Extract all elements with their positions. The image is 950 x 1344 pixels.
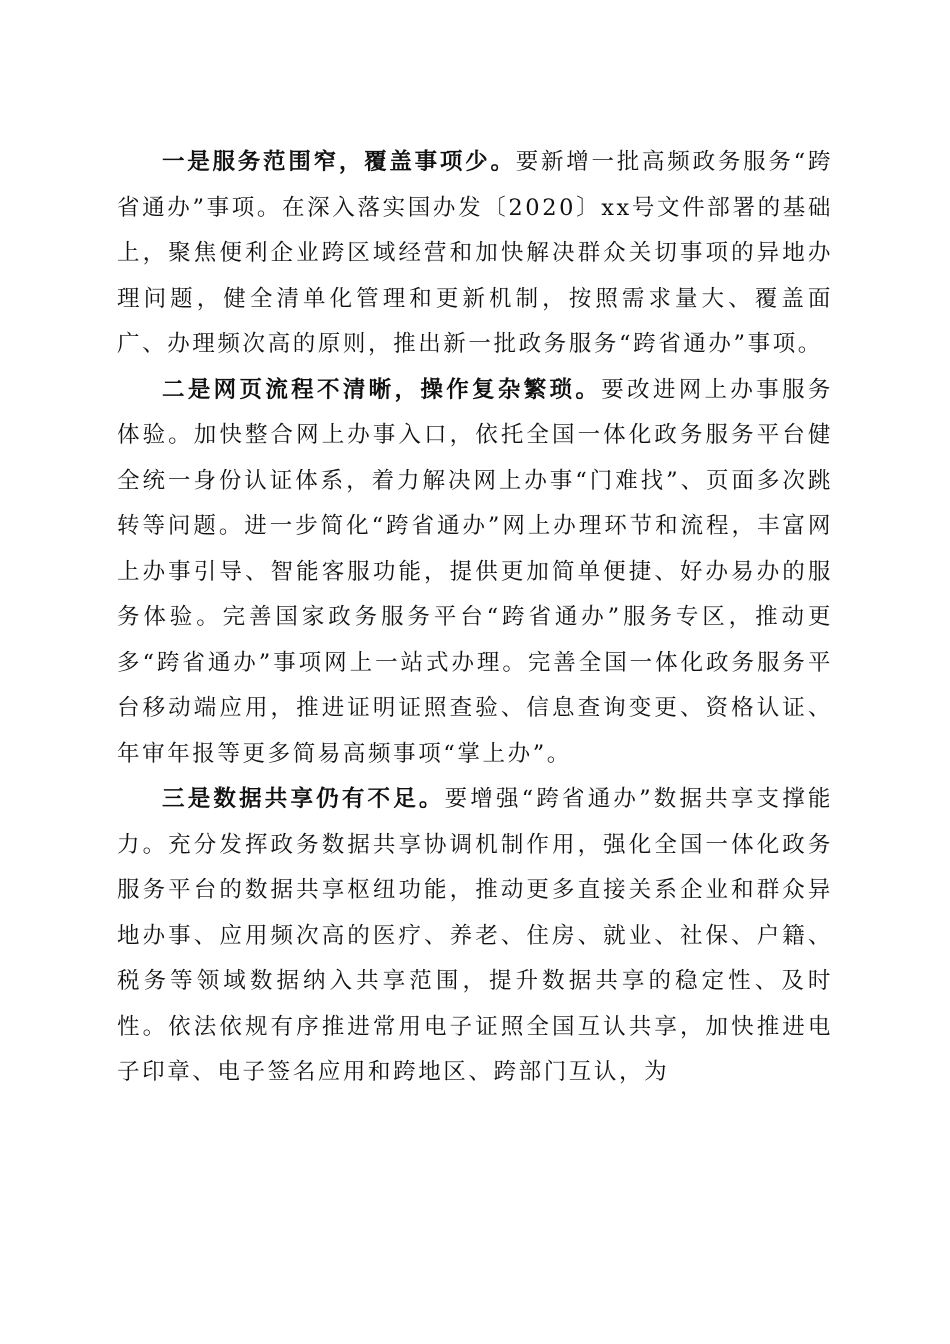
- paragraph-3: [117, 777, 833, 1096]
- paragraph-1: [117, 140, 833, 368]
- paragraph-1-lead: 一是服务范围窄，覆盖事项少。: [162, 149, 516, 175]
- paragraph-1-body: 要新增一批高频政务服务“跨省通办”事项。在深入落实国办发〔2020〕xx号文件部署的基础上，聚焦便利企业跨区域经营和加快解决群众关切事项的异地办理问题，健全清单化管理和更新机制，按照需求量大、覆盖面广、办理频次高的原则，推出新一批政务服务“跨省通办”事项。: [117, 149, 833, 357]
- paragraph-2-body: 要改进网上办事服务体验。加快整合网上办事入口，依托全国一体化政务服务平台健全统一身份认证体系，着力解决网上办事“门难找”、页面多次跳转等问题。进一步简化“跨省通办”网上办理环节和流程，丰富网上办事引导、智能客服功能，提供更加简单便捷、好办易办的服务体验。完善国家政务服务平台“跨省通办”服务专区，推动更多“跨省通办”事项网上一站式办理。完善全国一体化政务服务平台移动端应用，推进证明证照查验、信息查询变更、资格认证、年审年报等更多简易高频事项“掌上办”。: [117, 376, 834, 767]
- paragraph-3-lead: 三是数据共享仍有不足。: [162, 786, 445, 812]
- document-body: [117, 140, 833, 1096]
- paragraph-3-body: 要增强“跨省通办”数据共享支撑能力。充分发挥政务数据共享协调机制作用，强化全国一体化政务服务平台的数据共享枢纽功能，推动更多直接关系企业和群众异地办事、应用频次高的医疗、养老、住房、就业、社保、户籍、税务等领域数据纳入共享范围，提升数据共享的稳定性、及时性。依法依规有序推进常用电子证照全国互认共享，加快推进电子印章、电子签名应用和跨地区、跨部门互认，为: [117, 786, 834, 1085]
- paragraph-2: [117, 368, 833, 778]
- paragraph-2-lead: 二是网页流程不清晰，操作复杂繁琐。: [162, 376, 602, 403]
